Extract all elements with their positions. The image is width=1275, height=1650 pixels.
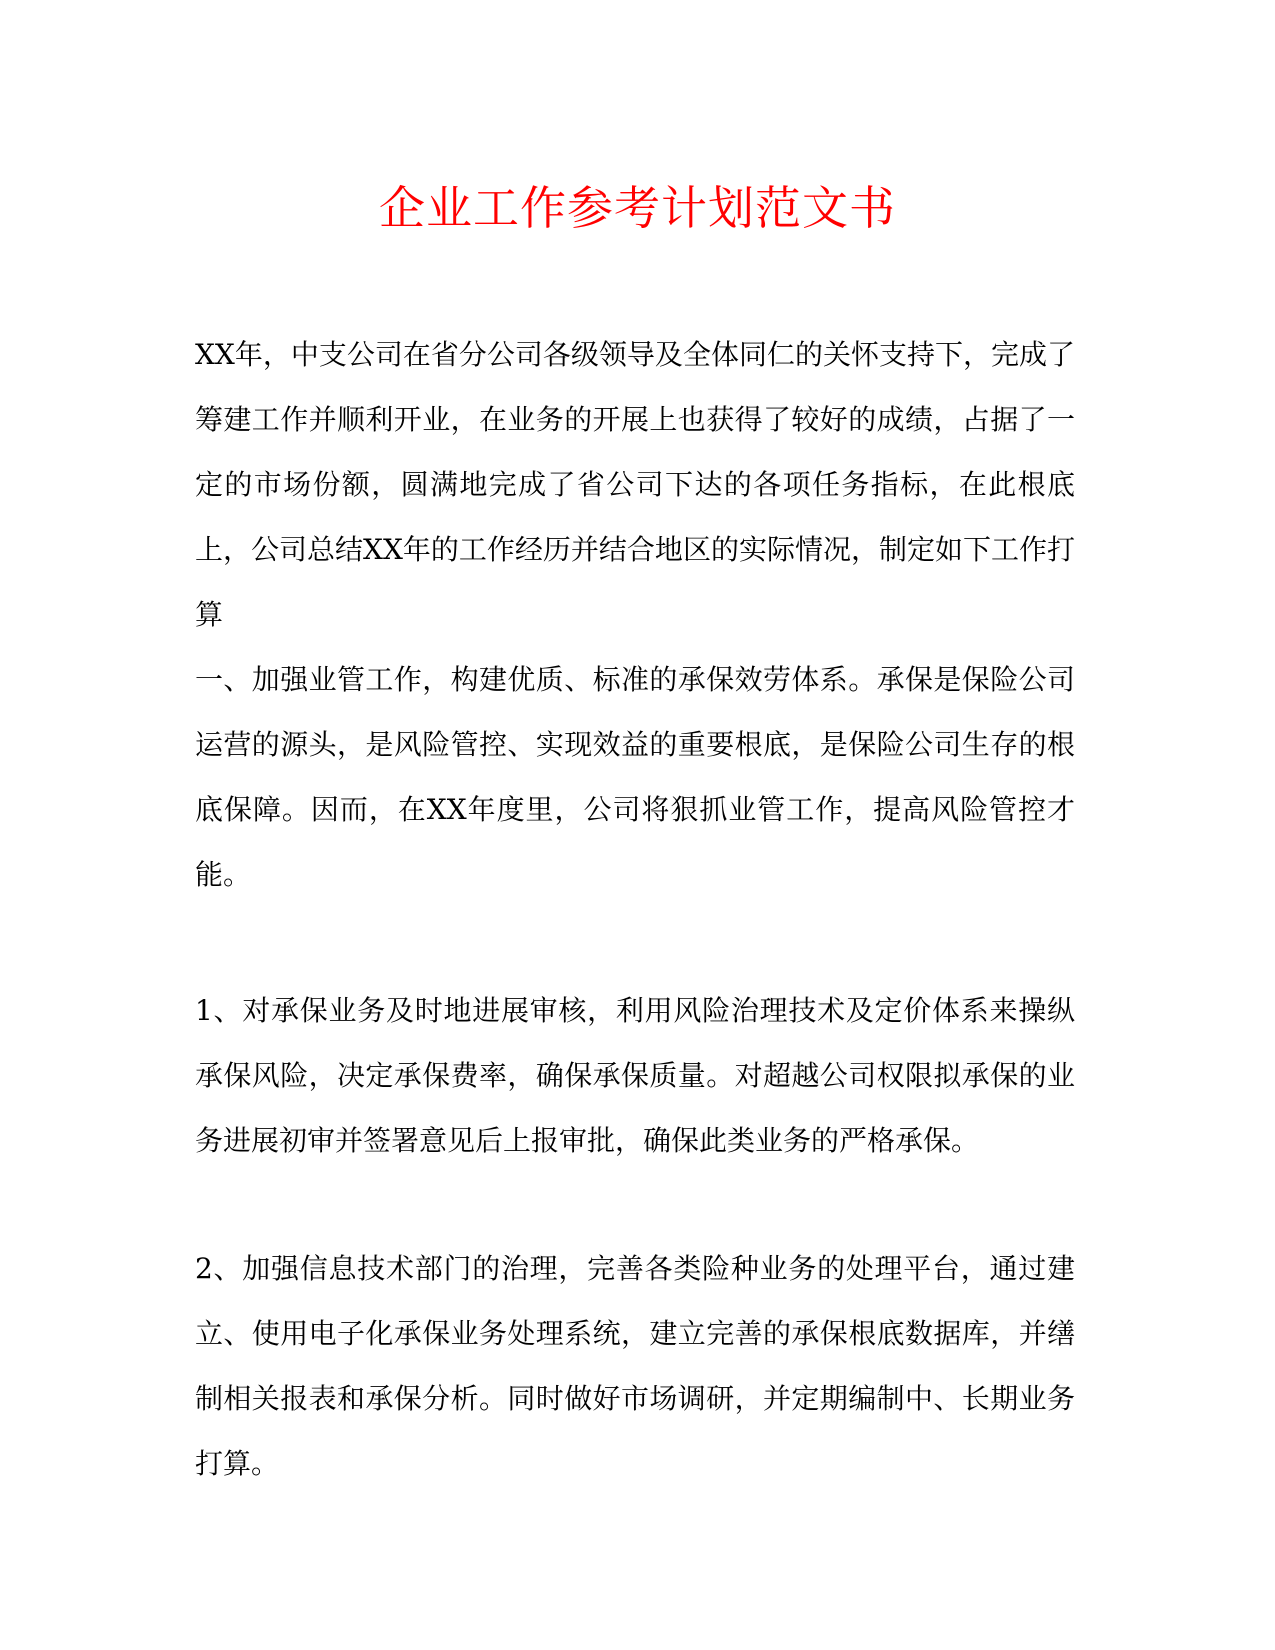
paragraph-intro: XX年，中支公司在省分公司各级领导及全体同仁的关怀支持下，完成了筹建工作并顺利开业，在业务的开展上也获得了较好的成绩，占据了一定的市场份额，圆满地完成了省公司下达的各项任务指标，在此根底上，公司总结XX年的工作经历并结合地区的实际情况，制定如下工作打算 <box>195 338 1075 631</box>
paragraph-item-2: 2、加强信息技术部门的治理，完善各类险种业务的处理平台，通过建立、使用电子化承保业务处理系统，建立完善的承保根底数据库，并缮制相关报表和承保分析。同时做好市场调研，并定期编制中、长期业务打算。 <box>195 1252 1075 1480</box>
paragraph-item-1: 1、对承保业务及时地进展审核，利用风险治理技术及定价体系来操纵承保风险，决定承保费率，确保承保质量。对超越公司权限拟承保的业务进展初审并签署意见后上报审批，确保此类业务的严格承保。 <box>195 994 1075 1157</box>
intro-block <box>195 322 1075 907</box>
paragraph-section-one: 一、加强业管工作，构建优质、标准的承保效劳体系。承保是保险公司运营的源头，是风险管控、实现效益的重要根底，是保险公司生存的根底保障。因而，在XX年度里，公司将狠抓业管工作，提高风险管控才能。 <box>195 663 1075 891</box>
document-title: 企业工作参考计划范文书 <box>379 181 896 235</box>
